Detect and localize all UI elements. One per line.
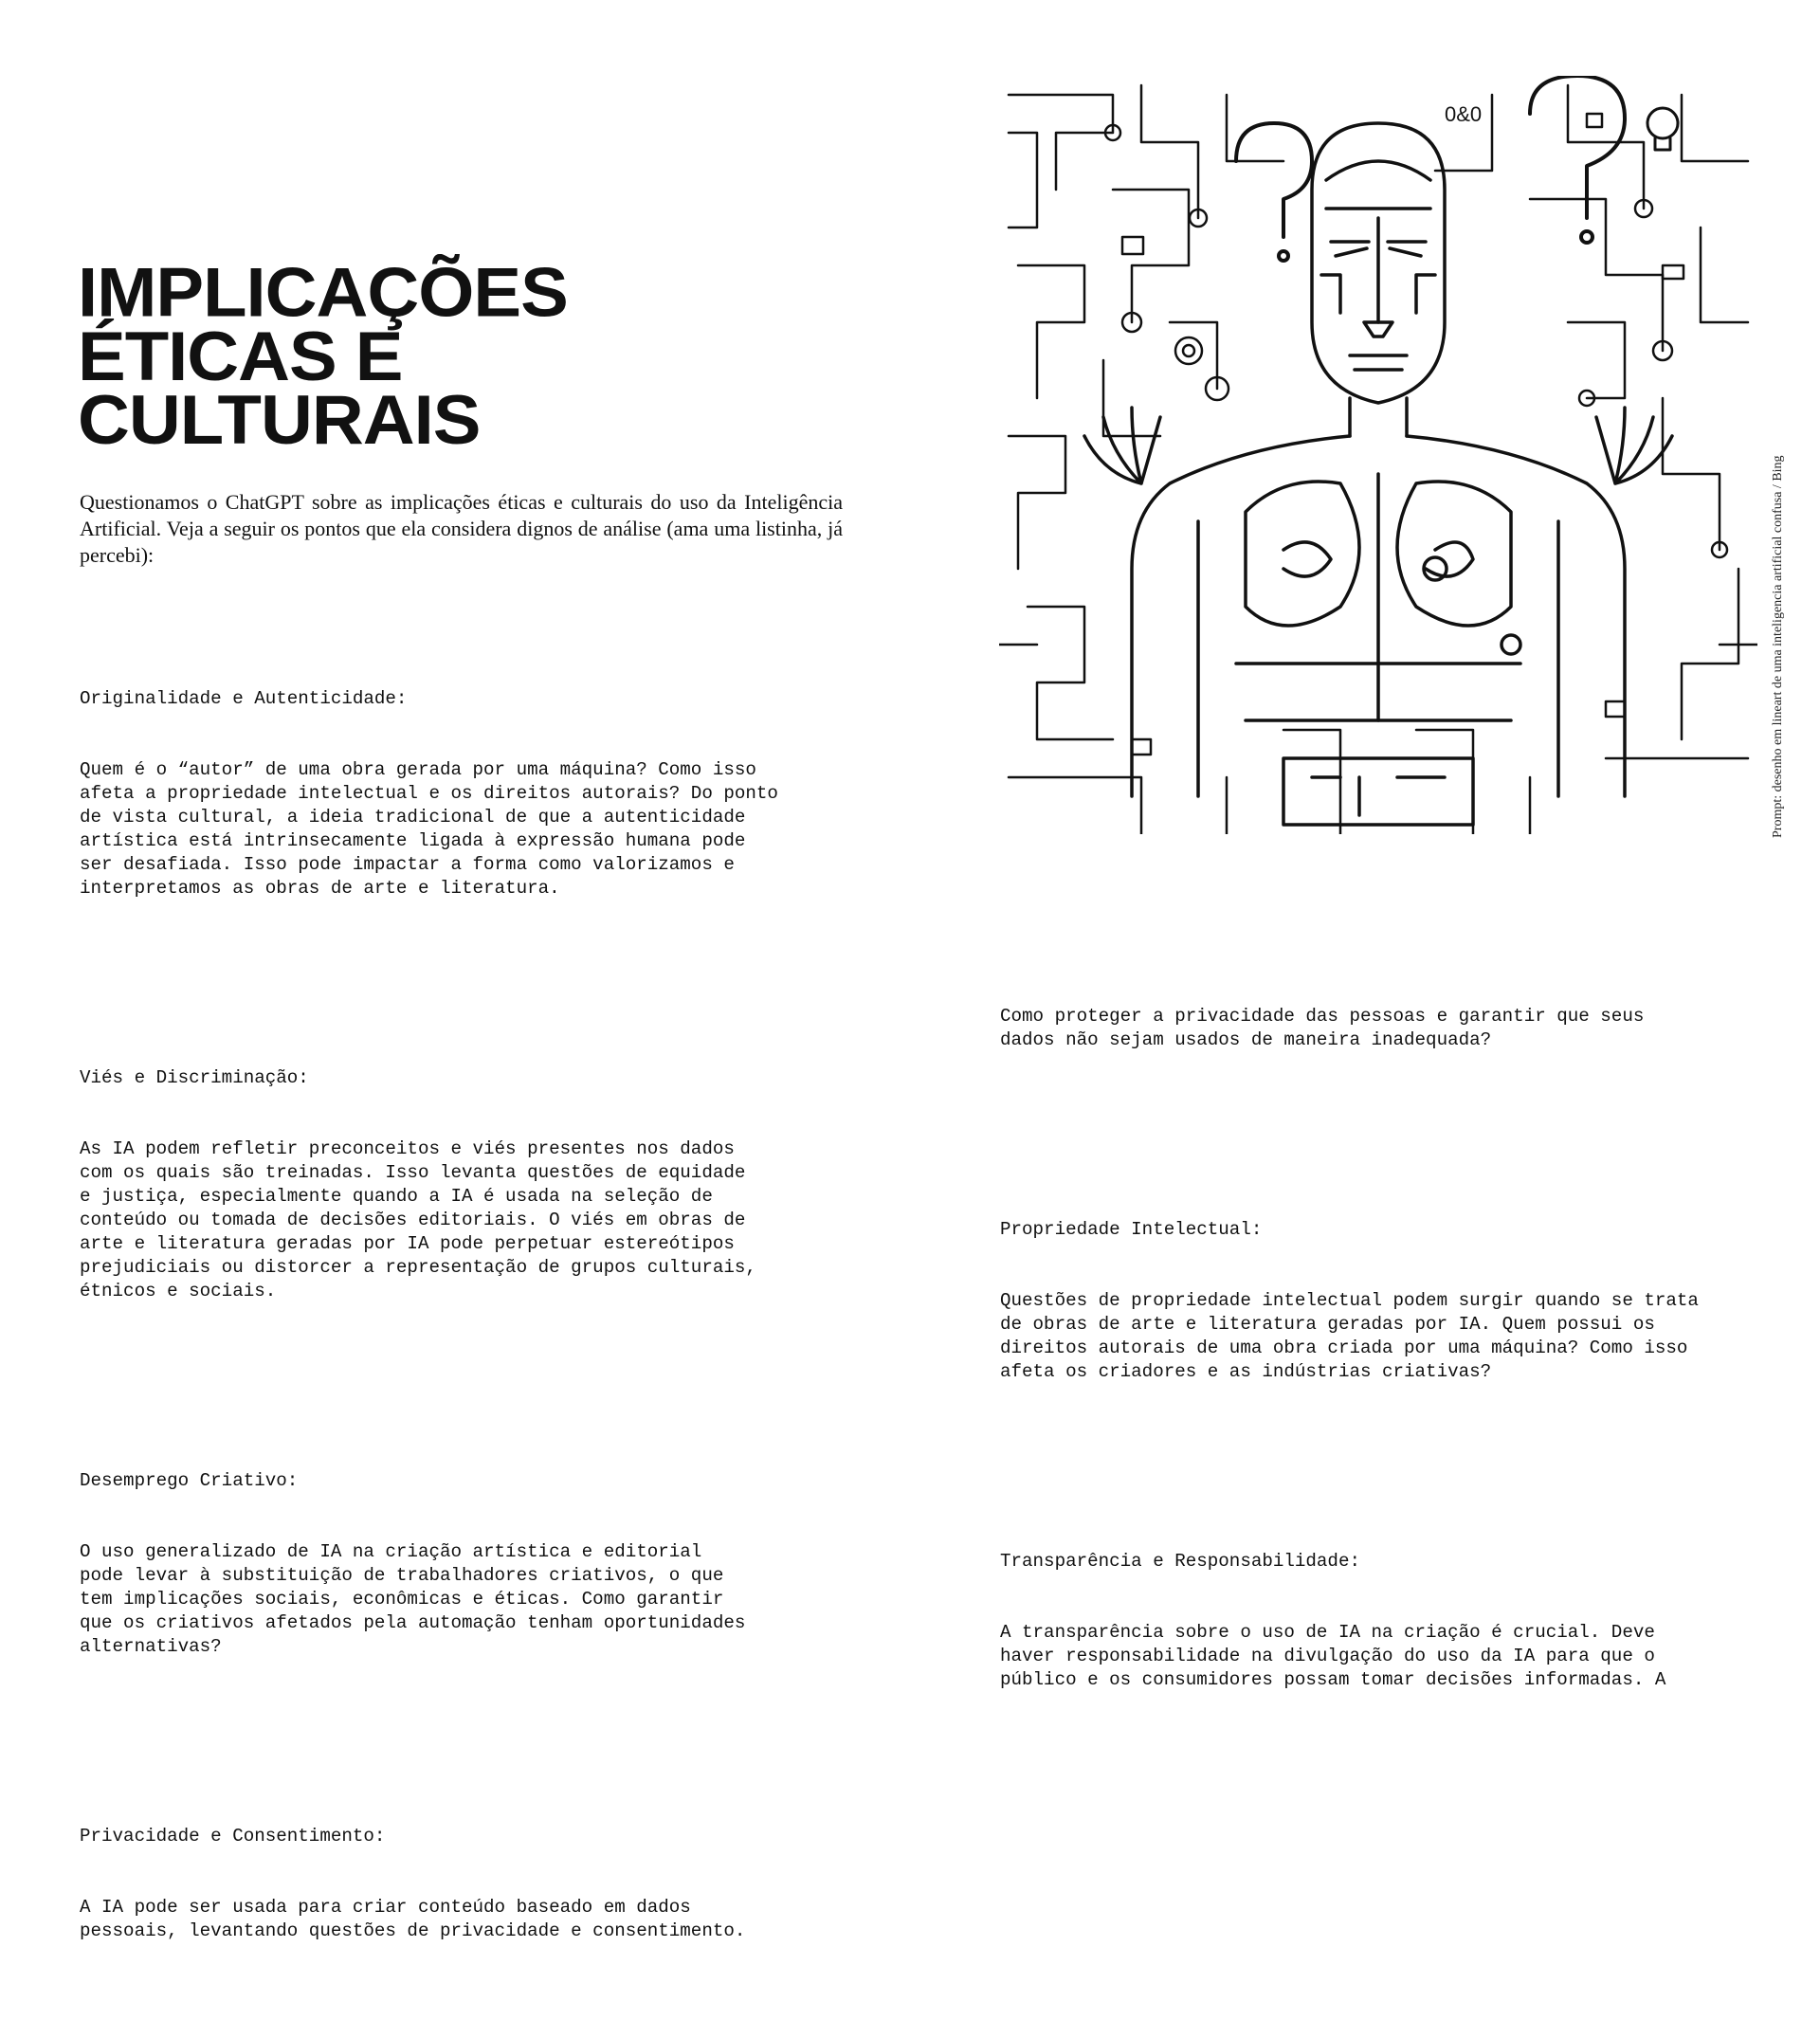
circuit-robot-icon xyxy=(999,76,1757,834)
robot-head xyxy=(1312,123,1445,403)
section-privacidade-continued xyxy=(1000,957,1777,1100)
section-body: A transparência sobre o uso de IA na criação é crucial. Deve haver responsabilidade na divulgação do uso da IA para que o público e os consumidores possam tomar decisões informadas. A xyxy=(1000,1622,1666,1690)
section-heading: Desemprego Criativo: xyxy=(80,1470,299,1491)
section-desemprego xyxy=(80,1422,857,1706)
section-privacidade xyxy=(80,1777,857,1991)
image-caption: Prompt: desenho em lineart de uma inteligencia artificial confusa / Bing xyxy=(1771,455,1785,838)
section-body: Questões de propriedade intelectual podem surgir quando se trata de obras de arte e literatura geradas por IA. Quem possui os direitos autorais de uma obra criada por uma máquina? Como isso afeta os criadores e as indústrias criativas? xyxy=(1000,1290,1699,1382)
title-line-1: IMPLICAÇÕES xyxy=(78,254,568,332)
page-title xyxy=(78,254,798,460)
section-body: O uso generalizado de IA na criação artística e editorial pode levar à substituição de trabalhadores criativos, o que tem implicações sociais, econômicas e éticas. Como garantir que os criativos afetados pela automação tenham oportunidades alternativas? xyxy=(80,1541,746,1657)
section-body: A IA pode ser usada para criar conteúdo baseado em dados pessoais, levantando questões de privacidade e consentimento. xyxy=(80,1897,746,1941)
intro-paragraph: Questionamos o ChatGPT sobre as implicações éticas e culturais do uso da Inteligência Artificial. Veja a seguir os pontos que ela considera dignos de análise (ama uma listinha, já percebi): xyxy=(80,490,843,567)
light-bulb-icon xyxy=(1647,108,1678,150)
section-heading: Privacidade e Consentimento: xyxy=(80,1826,386,1847)
section-propriedade xyxy=(1000,1171,1777,1431)
robot-torso xyxy=(1132,398,1625,825)
section-originalidade xyxy=(80,640,857,948)
section-heading: Propriedade Intelectual: xyxy=(1000,1219,1263,1240)
section-vies xyxy=(80,1019,857,1351)
robot-lineart-illustration xyxy=(999,76,1757,834)
title-line-2: ÉTICAS E xyxy=(78,318,403,396)
right-column xyxy=(1000,910,1777,1787)
glyph-text: 0&0 xyxy=(1445,102,1483,126)
question-mark-icons xyxy=(1236,76,1625,261)
section-heading: Originalidade e Autenticidade: xyxy=(80,688,408,709)
section-body: Como proteger a privacidade das pessoas e garantir que seus dados não sejam usados de maneira inadequada? xyxy=(1000,1006,1645,1050)
section-heading: Transparência e Responsabilidade: xyxy=(1000,1551,1360,1572)
left-column xyxy=(80,592,857,2038)
section-body: As IA podem refletir preconceitos e viés presentes nos dados com os quais são treinadas. Isso levanta questões de equidade e justiça, especialmente quando a IA é usada na seleção de conteúdo ou tomada de decisões editoriais. O viés em obras de arte e literatura geradas por IA pode perpetuar estereótipos prejudiciais ou distorcer a representação de grupos culturais, étnicos e sociais. xyxy=(80,1138,756,1301)
section-body: Quem é o “autor” de uma obra gerada por uma máquina? Como isso afeta a propriedade intelectual e os direitos autorais? Do ponto de vista cultural, a ideia tradicional de que a autenticidade artística está intrinsecamente ligada à expressão humana pode ser desafiada. Isso pode impactar a forma como valorizamos e interpretamos as obras de arte e literatura. xyxy=(80,759,778,899)
section-heading: Viés e Discriminação: xyxy=(80,1067,309,1088)
title-line-3: CULTURAIS xyxy=(78,381,481,460)
robot-hands xyxy=(1084,408,1672,483)
section-transparencia xyxy=(1000,1502,1777,1739)
